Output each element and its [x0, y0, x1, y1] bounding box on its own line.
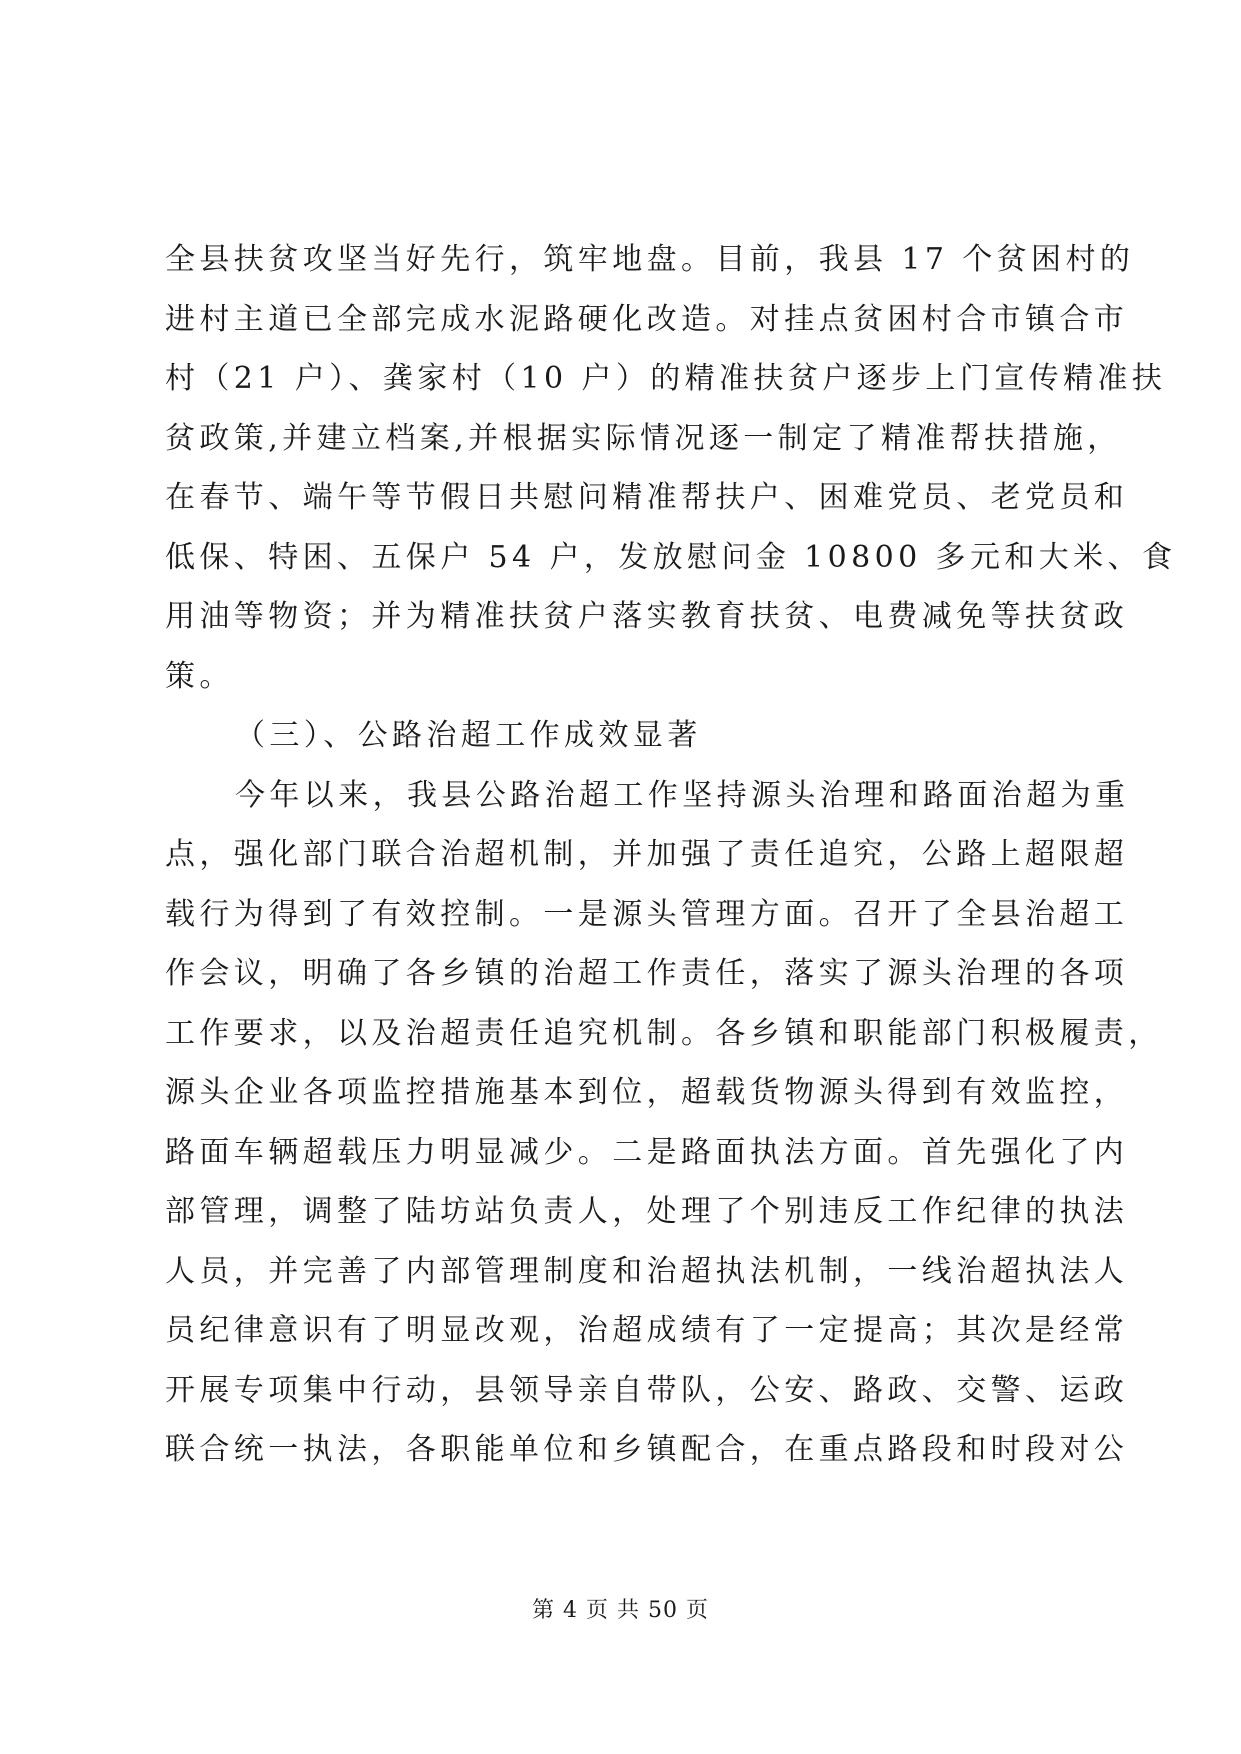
section-heading: （三）、公路治超工作成效显著 [235, 718, 702, 753]
text-line: 今年以来，我县公路治超工作坚持源头治理和路面治超为重 [235, 777, 1130, 813]
text-line: 低保、特困、五保户 54 户，发放慰问金 10800 多元和大米、食 [165, 539, 1177, 575]
text-line: 开展专项集中行动，县领导亲自带队，公安、路政、交警、运政 [165, 1372, 1129, 1408]
text-line: 人员，并完善了内部管理制度和治超执法机制，一线治超执法人 [165, 1253, 1129, 1289]
page-footer: 第 4 页 共 50 页 [532, 1598, 709, 1623]
text-line: 工作要求，以及治超责任追究机制。各乡镇和职能部门积极履责， [165, 1015, 1163, 1051]
text-line: 载行为得到了有效控制。一是源头管理方面。召开了全县治超工 [165, 896, 1129, 932]
text-line: 部管理，调整了陆坊站负责人，处理了个别违反工作纪律的执法 [165, 1194, 1129, 1229]
text-line: 在春节、端午等节假日共慰问精准帮扶户、困难党员、老党员和 [165, 480, 1129, 515]
text-line: 用油等物资；并为精准扶贫户落实教育扶贫、电费减免等扶贫政 [165, 599, 1129, 634]
text-line: 路面车辆超载压力明显减少。二是路面执法方面。首先强化了内 [165, 1134, 1129, 1170]
text-line: 全县扶贫攻坚当好先行，筑牢地盘。目前，我县 17 个贫困村的 [165, 242, 1135, 277]
text-line: 作会议，明确了各乡镇的治超工作责任，落实了源头治理的各项 [165, 956, 1129, 991]
document-body [165, 230, 1177, 1480]
text-line: 员纪律意识有了明显改观，治超成绩有了一定提高；其次是经常 [165, 1313, 1129, 1348]
text-line: 进村主道已全部完成水泥路硬化改造。对挂点贫困村合市镇合市 [165, 301, 1129, 337]
text-line: 源头企业各项监控措施基本到位，超载货物源头得到有效监控， [165, 1075, 1129, 1110]
text-line: 贫政策,并建立档案,并根据实际情况逐一制定了精准帮扶措施， [165, 420, 1122, 456]
text-line: 策。 [165, 658, 234, 694]
text-line: 点，强化部门联合治超机制，并加强了责任追究，公路上超限超 [165, 837, 1129, 872]
text-line: 村（21 户）、龚家村（10 户）的精准扶贫户逐步上门宣传精准扶 [165, 361, 1167, 396]
text-line: 联合统一执法，各职能单位和乡镇配合，在重点路段和时段对公 [165, 1432, 1129, 1467]
